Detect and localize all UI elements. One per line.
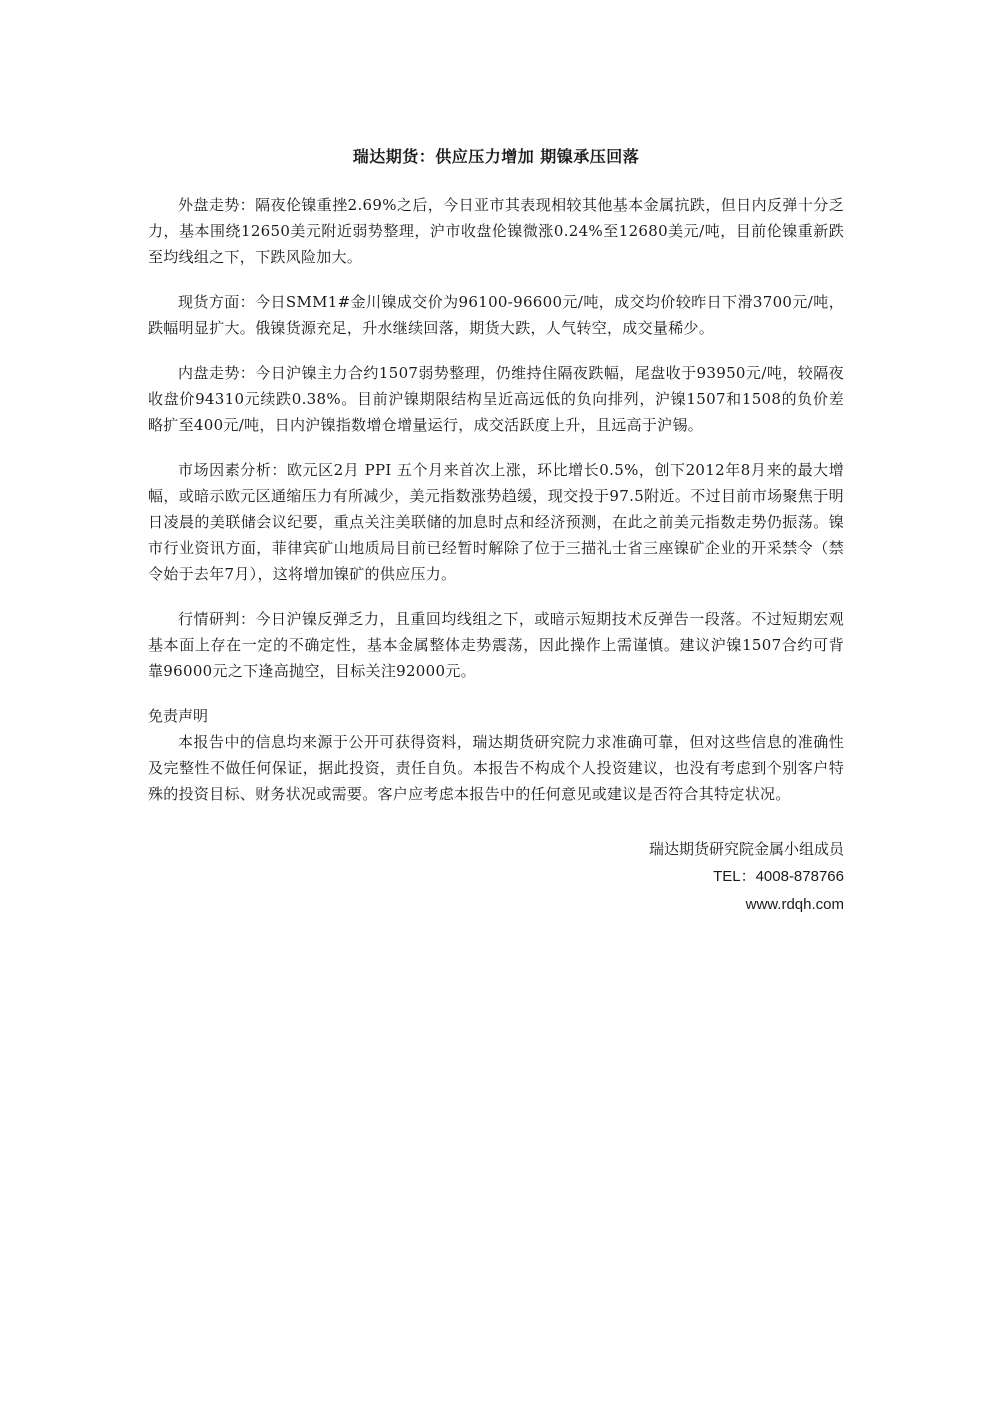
paragraph-overseas-market: 外盘走势：隔夜伦镍重挫2.69%之后，今日亚市其表现相较其他基本金属抗跌，但日内反弹十分乏力，基本围绕12650美元附近弱势整理，沪市收盘伦镍微涨0.24%至12680美元/吨，目前伦镍重新跌至均线组之下，下跌风险加大。 [148,196,844,266]
disclaimer-heading: 免责声明 [148,707,209,725]
paragraph-market-outlook: 行情研判：今日沪镍反弹乏力，且重回均线组之下，或暗示短期技术反弹告一段落。不过短期宏观基本面上存在一定的不确定性，基本金属整体走势震荡，因此操作上需谨慎。建议沪镍1507合约可背靠96000元之下逢高抛空，目标关注92000元。 [148,610,844,680]
document-body [148,142,844,919]
signoff-author: 瑞达期货研究院金属小组成员 [648,840,844,858]
disclaimer-text: 本报告中的信息均来源于公开可获得资料，瑞达期货研究院力求准确可靠，但对这些信息的准确性及完整性不做任何保证，据此投资，责任自负。本报告不构成个人投资建议，也没有考虑到个别客户特殊的投资目标、财务状况或需要。客户应考虑本报告中的任何意见或建议是否符合其特定状况。 [148,733,844,803]
paragraph-domestic-market: 内盘走势：今日沪镍主力合约1507弱势整理，仍维持住隔夜跌幅，尾盘收于93950元/吨，较隔夜收盘价94310元续跌0.38%。目前沪镍期限结构呈近高远低的负向排列，沪镍1507和1508的负价差略扩至400元/吨，日内沪镍指数增仓增量运行，成交活跃度上升，且远高于沪锡。 [148,364,844,434]
document-title: 瑞达期货：供应压力增加 期镍承压回落 [352,147,640,166]
signoff-telephone: TEL：4008-878766 [713,868,844,885]
paragraph-spot-market: 现货方面：今日SMM1#金川镍成交价为96100-96600元/吨，成交均价较昨日下滑3700元/吨，跌幅明显扩大。俄镍货源充足，升水继续回落，期货大跌，人气转空，成交量稀少。 [148,293,844,337]
paragraph-market-factors: 市场因素分析：欧元区2月 PPI 五个月来首次上涨，环比增长0.5%，创下2012年8月来的最大增幅，或暗示欧元区通缩压力有所减少，美元指数涨势趋缓，现交投于97.5附近。不过目前市场聚焦于明日凌晨的美联储会议纪要，重点关注美联储的加息时点和经济预测，在此之前美元指数走势仍振荡。镍市行业资讯方面，菲律宾矿山地质局目前已经暂时解除了位于三描礼士省三座镍矿企业的开采禁令（禁令始于去年7月），这将增加镍矿的供应压力。 [148,461,844,583]
signoff-block [148,835,844,919]
signoff-website: www.rdqh.com [745,896,844,913]
